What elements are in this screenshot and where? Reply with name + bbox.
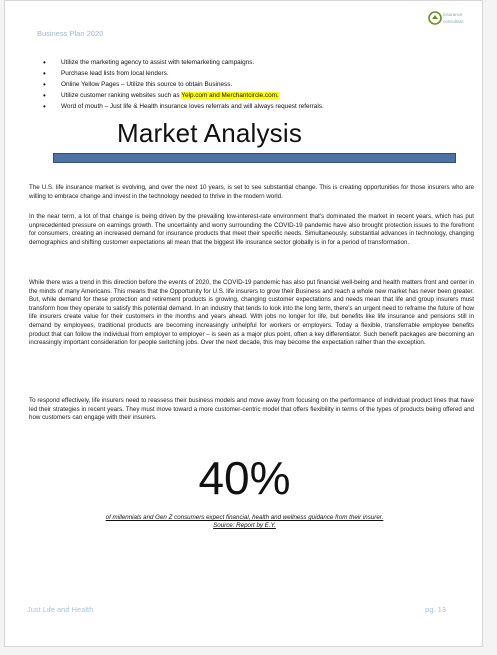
document-page bbox=[4, 0, 483, 647]
stat-source: Source: Report by E.Y. bbox=[213, 522, 276, 529]
marketing-bullet-list bbox=[43, 57, 324, 112]
company-logo bbox=[428, 7, 468, 29]
section-title: Market Analysis bbox=[117, 118, 303, 148]
logo-line-1: insurance bbox=[443, 12, 463, 17]
page-number: pg. 13 bbox=[425, 605, 446, 614]
list-item: • Purchase lead lists from local lenders. bbox=[43, 68, 324, 79]
body-paragraph: The U.S. life insurance market is evolving, and over the next 10 years, is set to see substantial change. This is creating opportunities for those insurers who are willing to embrace change and invest in the technology needed to thrive in the modern world. bbox=[29, 184, 474, 200]
list-item: • Utilize the marketing agency to assist with telemarketing campaigns. bbox=[43, 57, 324, 68]
logo-mark-icon bbox=[428, 11, 442, 25]
logo-line-2: consultant bbox=[443, 19, 464, 24]
highlighted-text: Yelp.com and Merchantcircle.com. bbox=[181, 92, 279, 99]
list-item: • Word of mouth – Just life & Health insurance loves referrals and will always request referrals. bbox=[43, 101, 324, 112]
list-item: • Utilize customer ranking websites such as Yelp.com and Merchantcircle.com. bbox=[43, 90, 324, 101]
footer-company: Just Life and Health bbox=[27, 605, 94, 614]
body-paragraph: To respond effectively, life insurers need to reassess their business models and move away from focusing on the performance of individual product lines that have led their strategies in recent years. They must move toward a more customer-centric model that offers flexibility in terms of the types of products being offered and how customers can engage with their insurers. bbox=[29, 397, 474, 422]
body-paragraph: In the near term, a lot of that change is being driven by the prevailing low-interest-rate environment that's dominated the market in recent years, which has put unprecedented pressure on earnings growth. The uncertainty and worry surrounding the COVID-19 pandemic have also brought protection issues to the forefront for consumers, creating an increased demand for insurance products that meet their specific needs. Simultaneously, substantial advances in technology, changing demographics and shifting customer expectations all mean that the biggest life insurance sector globally is in for a period of transformation. bbox=[29, 213, 474, 246]
stat-value: 40% bbox=[198, 452, 291, 504]
stat-caption: of millennials and Gen Z consumers expect financial, health and wellness guidance from their insurer. bbox=[105, 514, 384, 521]
running-header: Business Plan 2020 bbox=[37, 29, 104, 38]
title-divider-bar bbox=[53, 153, 456, 163]
body-paragraph: While there was a trend in this direction before the events of 2020, the COVID-19 pandemic has also put financial well-being and health matters front and center in the minds of many Americans. This means that the Opportunity for U.S. life insurers to grow their Business and reach a whole new market has never been greater. But, while demand for these protection and retirement products is growing, changing customer expectations and needs mean that life and group insurers must transform how they operate to satisfy this potential demand. In an industry that tends to look into the long term, there's an urgent need to reframe the future of how life insurers create value for their customers in the months and years ahead. With jobs no longer for life, but benefits like life insurance and pensions still in demand by employees, traditional products are becoming increasingly unhelpful for workers or employers. Today a flexible, transferrable employee benefits product that can follow the individual from employer to employer – is seen as a major plus point, often a key differentiator. Such benefit packages are becoming an increasingly important consideration for people switching jobs. Over the next decade, this may become the expectation rather than the exception. bbox=[29, 279, 474, 347]
logo-text bbox=[443, 11, 464, 25]
list-item: • Online Yellow Pages – Utilize this source to obtain Business. bbox=[43, 79, 324, 90]
